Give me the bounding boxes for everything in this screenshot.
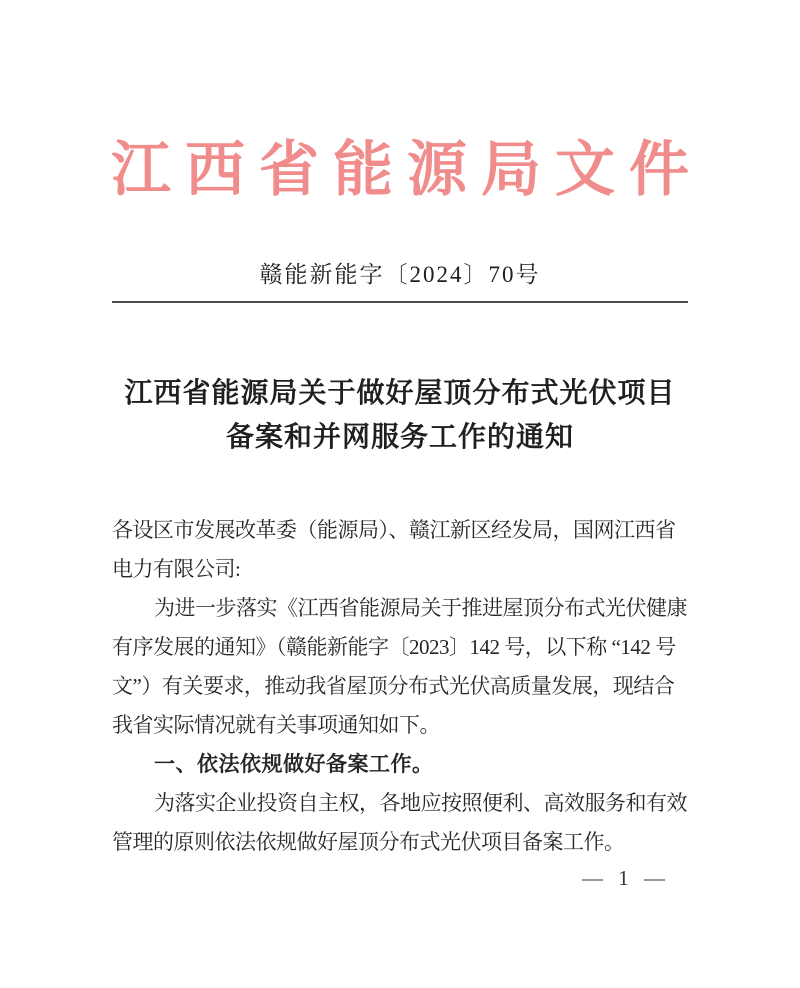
salutation-line: 电力有限公司: (112, 557, 241, 581)
paragraph-line: 文”）有关要求，推动我省屋顶分布式光伏高质量发展，现结合 (112, 674, 675, 698)
paragraph-line: 为进一步落实《江西省能源局关于推进屋顶分布式光伏健康 (154, 596, 687, 620)
paragraph-line: 管理的原则依法依规做好屋顶分布式光伏项目备案工作。 (112, 830, 625, 854)
paragraph-line: 我省实际情况就有关事项通知如下。 (112, 713, 440, 737)
document-body (112, 511, 694, 862)
document-title (0, 372, 800, 460)
document-number: 赣能新能字〔2024〕70号 (259, 262, 541, 287)
document-title-line2: 备案和并网服务工作的通知 (225, 422, 574, 453)
paragraph-line: 为落实企业投资自主权，各地应按照便利、高效服务和有效 (154, 791, 687, 815)
page-number: — 1 — (582, 866, 670, 890)
paragraph-line: 有序发展的通知》（赣能新能字〔2023〕142 号，以下称 “142 号 (112, 635, 676, 659)
agency-letterhead: 江西省能源局文件 (111, 137, 703, 203)
document-title-line1: 江西省能源局关于做好屋顶分布式光伏项目 (124, 378, 676, 409)
salutation-line: 各设区市发展改革委（能源局）、赣江新区经发局，国网江西省 (112, 518, 676, 542)
section-heading: 一、依法依规做好备案工作。 (154, 753, 434, 776)
header-separator-line (112, 301, 688, 303)
